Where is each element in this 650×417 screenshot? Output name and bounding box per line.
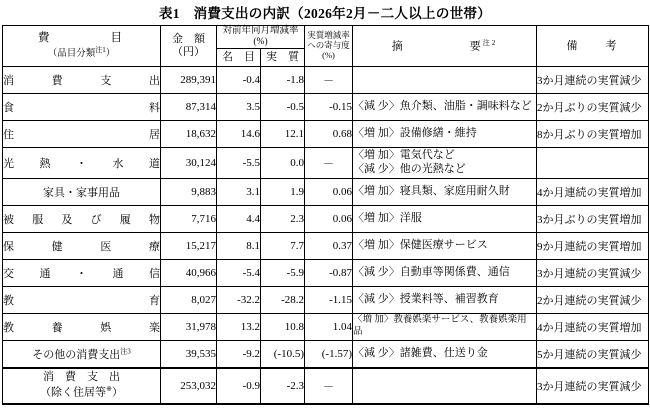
table-row <box>3 286 649 313</box>
row-nominal: 14.6 <box>217 120 261 147</box>
row-nominal: 8.1 <box>217 232 261 259</box>
row-amount: 15,217 <box>161 232 217 259</box>
row-note-line: 〈増 加〉電気代など <box>353 149 455 162</box>
header-amount-unit: （円） <box>172 45 205 58</box>
row-item: 被 服 及 び 履 物 <box>3 205 161 232</box>
row-contribution: -0.15 <box>305 93 353 120</box>
row-contribution: 0.06 <box>305 178 353 205</box>
header-contribution <box>305 26 353 67</box>
row-nominal: -5.4 <box>217 259 261 286</box>
row-real: -1.8 <box>261 66 305 93</box>
row-note: 〈増 加〉洋服 <box>353 205 537 232</box>
row-amount: 289,391 <box>161 66 217 93</box>
row-contribution: － <box>305 66 353 93</box>
total-note <box>353 368 537 404</box>
row-note-line: 〈減 少〉他の光熱など <box>353 162 466 175</box>
row-note: 〈増 加〉教養娯楽サービス、教養娯楽用品 <box>353 313 537 340</box>
row-contribution: 0.06 <box>305 205 353 232</box>
header-amount <box>161 26 217 67</box>
row-real: 10.8 <box>261 313 305 340</box>
row-item: 交 通 ・ 通 信 <box>3 259 161 286</box>
table-row <box>3 178 649 205</box>
row-amount: 7,716 <box>161 205 217 232</box>
table-row <box>3 66 649 93</box>
row-contribution: -0.87 <box>305 259 353 286</box>
row-nominal: -32.2 <box>217 286 261 313</box>
header-amount-label: 金 額 <box>172 33 205 46</box>
row-item: 食 料 <box>3 93 161 120</box>
header-remark: 備 考 <box>537 26 649 67</box>
row-note <box>353 66 537 93</box>
row-remark: 3か月連続の実質減少 <box>537 259 649 286</box>
row-item: 消 費 支 出 <box>3 66 161 93</box>
header-item-sublabel: （品目分類$^{注1}$） <box>47 45 116 59</box>
table-total-row <box>3 368 649 404</box>
row-remark: 4か月連続の実質増加 <box>537 178 649 205</box>
row-item-footnote-mark: 注3 <box>120 347 131 356</box>
row-real: -5.9 <box>261 259 305 286</box>
row-amount: 30,124 <box>161 147 217 178</box>
row-nominal: -9.2 <box>217 340 261 368</box>
total-nominal: -0.9 <box>217 368 261 404</box>
row-real: -28.2 <box>261 286 305 313</box>
total-amount: 253,032 <box>161 368 217 404</box>
row-nominal: 13.2 <box>217 313 261 340</box>
row-remark <box>537 147 649 178</box>
table-header-row-1 <box>3 26 649 49</box>
header-item <box>3 26 161 67</box>
row-note: 〈増 加〉設備修繕・維持 <box>353 120 537 147</box>
row-item: 教 養 娯 楽 <box>3 313 161 340</box>
row-remark: 9か月連続の実質増加 <box>537 232 649 259</box>
row-real: 7.7 <box>261 232 305 259</box>
row-nominal: -5.5 <box>217 147 261 178</box>
row-amount: 40,966 <box>161 259 217 286</box>
header-contribution-unit: (%) <box>322 49 335 60</box>
row-remark: 4か月連続の実質増加 <box>537 313 649 340</box>
row-nominal: 3.5 <box>217 93 261 120</box>
row-note: 〈減 少〉魚介類、油脂・調味料など <box>353 93 537 120</box>
row-item <box>3 340 161 368</box>
table-row <box>3 259 649 286</box>
consumption-expenditure-table <box>2 25 649 405</box>
total-item <box>3 368 161 404</box>
row-real: (-10.5) <box>261 340 305 368</box>
row-remark: 3か月ぶりの実質増加 <box>537 205 649 232</box>
header-contribution-label: 実質増減率への寄与度 <box>307 30 350 51</box>
page-title: 表1 消費支出の内訳（2026年2月－二人以上の世帯） <box>158 6 492 21</box>
row-real: 0.0 <box>261 147 305 178</box>
row-item: 保 健 医 療 <box>3 232 161 259</box>
header-nominal: 名 目 <box>217 48 261 66</box>
row-remark: 8か月ぶりの実質増加 <box>537 120 649 147</box>
table-row <box>3 340 649 368</box>
row-contribution: (-1.57) <box>305 340 353 368</box>
row-amount: 18,632 <box>161 120 217 147</box>
row-amount: 39,535 <box>161 340 217 368</box>
row-remark: 3か月連続の実質減少 <box>537 66 649 93</box>
table-row <box>3 313 649 340</box>
row-item: 家具・家事用品 <box>3 178 161 205</box>
table-row <box>3 232 649 259</box>
row-note <box>353 147 537 178</box>
row-contribution: 0.37 <box>305 232 353 259</box>
total-remark: 3か月連続の実質減少 <box>537 368 649 404</box>
row-item: 教 育 <box>3 286 161 313</box>
header-change-group: 対前年同月増減率(%) <box>217 26 305 49</box>
row-contribution: 1.04 <box>305 313 353 340</box>
total-item-line1: 消 費 支 出 <box>43 371 120 384</box>
row-remark: 2か月ぶりの実質減少 <box>537 93 649 120</box>
row-contribution: 0.68 <box>305 120 353 147</box>
row-nominal: -0.4 <box>217 66 261 93</box>
row-real: 12.1 <box>261 120 305 147</box>
row-remark: 5か月連続の実質減少 <box>537 340 649 368</box>
row-nominal: 4.4 <box>217 205 261 232</box>
row-contribution: － <box>305 147 353 178</box>
row-note: 〈減 少〉諸雑費、仕送り金 <box>353 340 537 368</box>
row-item: 住 居 <box>3 120 161 147</box>
row-amount: 8,027 <box>161 286 217 313</box>
row-note: 〈増 加〉寝具類、家庭用耐久財 <box>353 178 537 205</box>
row-nominal: 3.1 <box>217 178 261 205</box>
table-row <box>3 120 649 147</box>
table-row <box>3 205 649 232</box>
row-note: 〈減 少〉授業料等、補習教育 <box>353 286 537 313</box>
total-contribution: － <box>305 368 353 404</box>
row-contribution: -1.15 <box>305 286 353 313</box>
header-real: 実 質 <box>261 48 305 66</box>
row-note: 〈減 少〉自動車等関係費、通信 <box>353 259 537 286</box>
table-row <box>3 147 649 178</box>
row-item-label: その他の消費支出 <box>32 348 121 361</box>
row-real: -0.5 <box>261 93 305 120</box>
table-row <box>3 93 649 120</box>
row-amount: 87,314 <box>161 93 217 120</box>
row-real: 2.3 <box>261 205 305 232</box>
total-item-line2: （除く住居等※） <box>40 385 123 399</box>
row-amount: 31,978 <box>161 313 217 340</box>
header-item-label: 費 目 <box>38 32 125 45</box>
header-note: 摘 要$^{注2}$ <box>353 26 537 67</box>
total-real: -2.3 <box>261 368 305 404</box>
row-remark: 2か月連続の実質減少 <box>537 286 649 313</box>
row-amount: 9,883 <box>161 178 217 205</box>
row-note: 〈増 加〉保健医療サービス <box>353 232 537 259</box>
row-item: 光 熱 ・ 水 道 <box>3 147 161 178</box>
row-real: 1.9 <box>261 178 305 205</box>
